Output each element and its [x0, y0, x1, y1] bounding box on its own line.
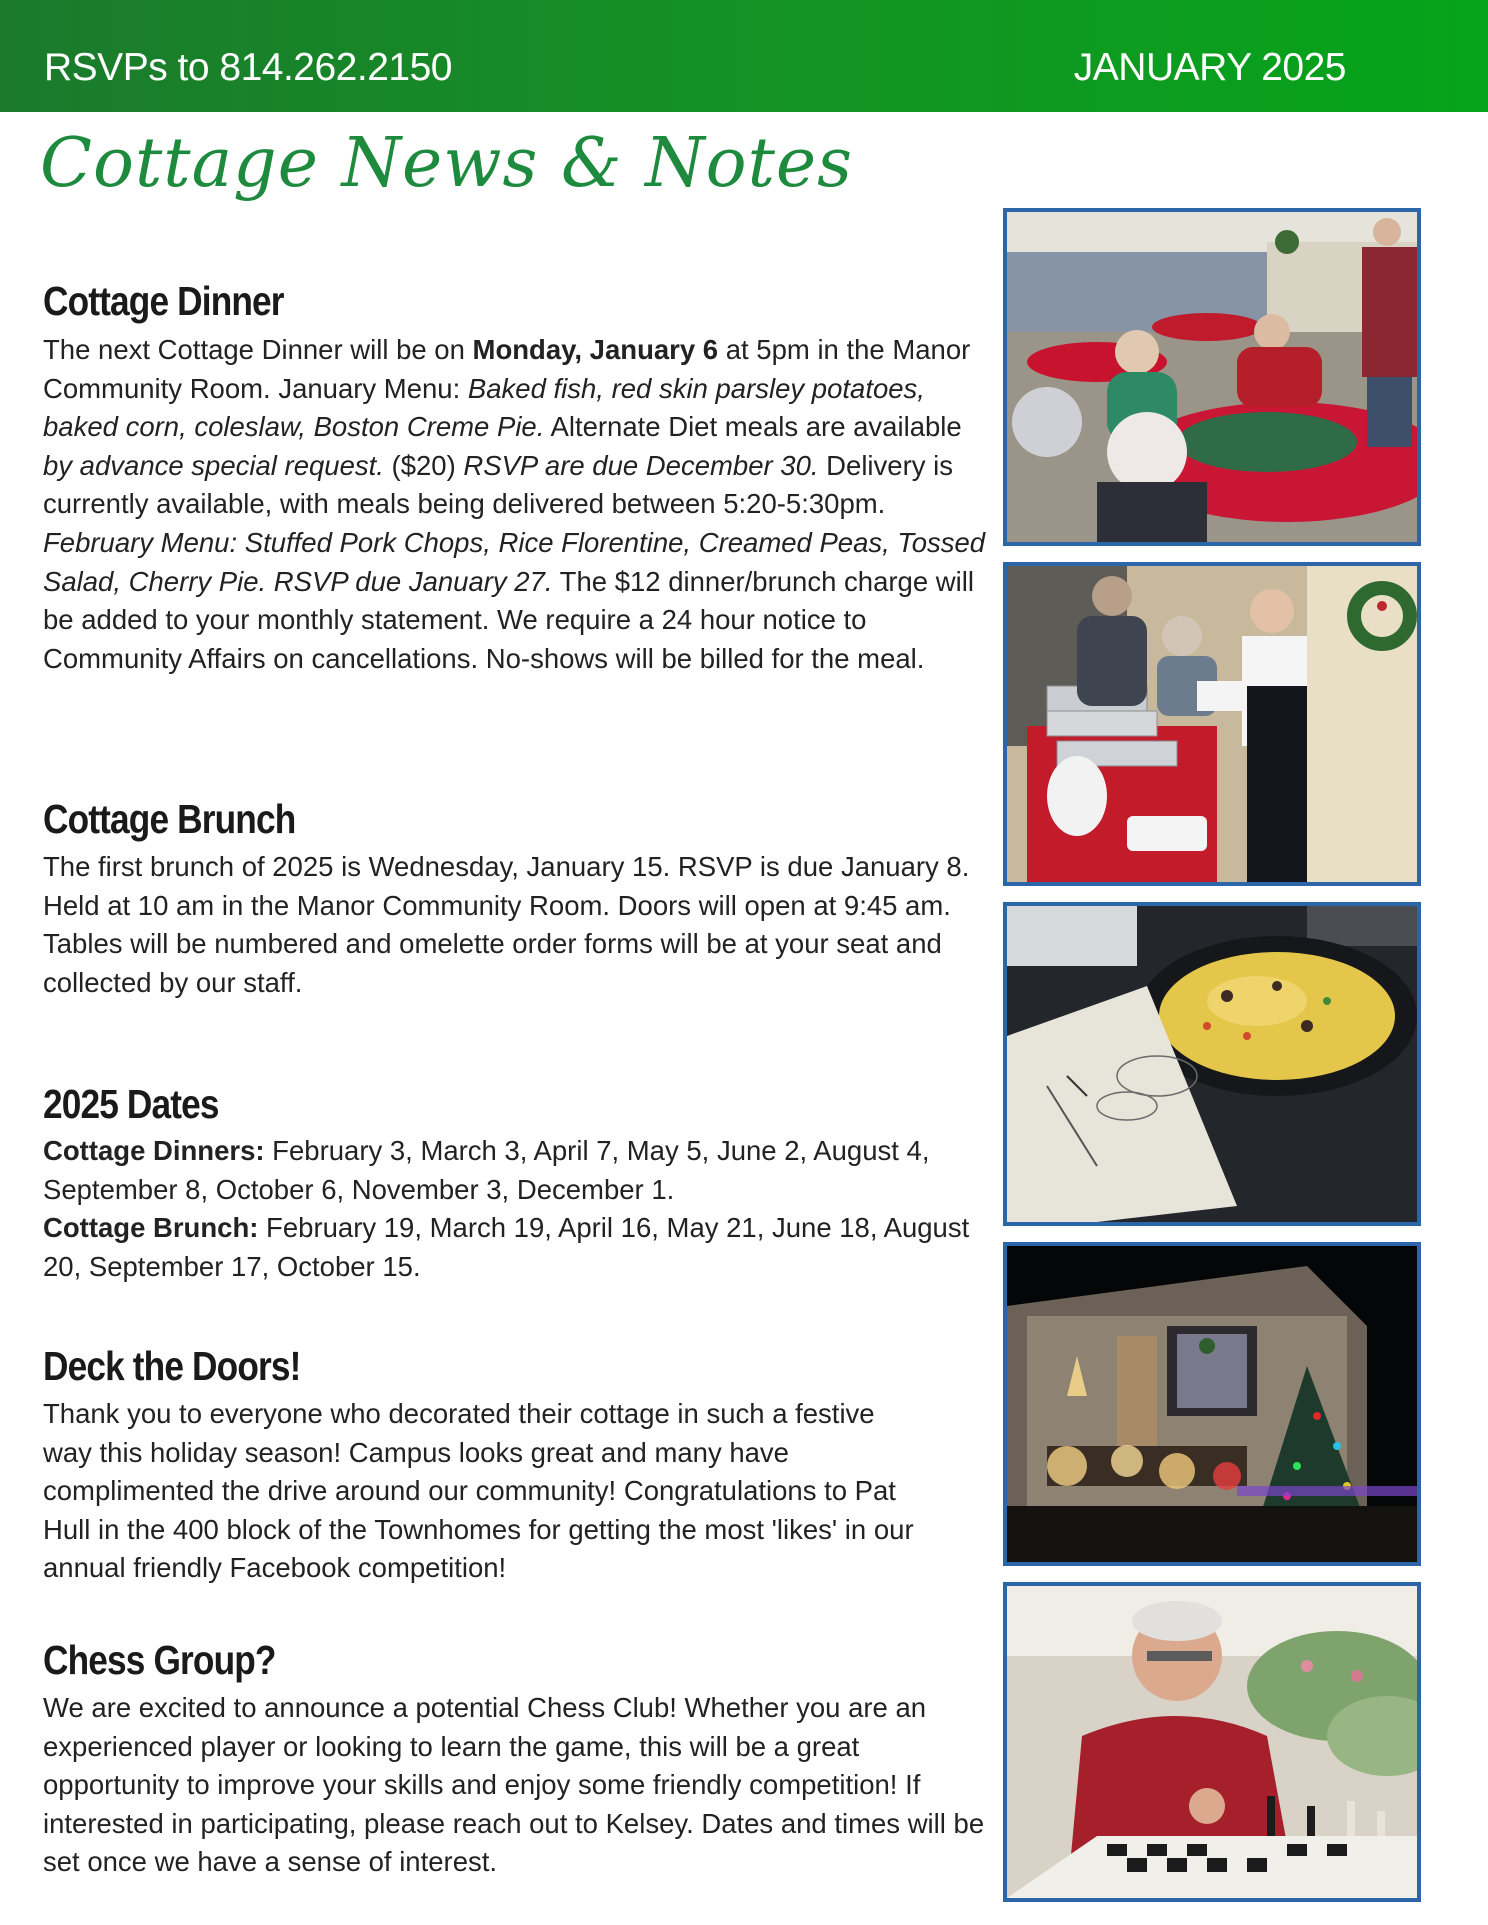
- rsvp-phone: RSVPs to 814.262.2150: [44, 46, 452, 89]
- chess-player-photo: [1003, 1582, 1421, 1902]
- decorated-cottage-photo: [1003, 1242, 1421, 1566]
- header-bar: [0, 0, 1488, 112]
- cottage-dinner-text: The next Cottage Dinner will be on Monday, January 6 at 5pm in the Manor Community Room. January Menu: Baked fish, red skin parsley potatoes, baked corn, coleslaw, Boston Creme Pie. Alternate Diet meals are available by advance special request. ($20) RSVP are due December 30. Delivery is currently available, with meals being delivered between 5:20-5:30pm. February Menu: Stuffed Pork Chops, Rice Florentine, Creamed Peas, Tossed Salad, Cherry Pie. RSVP due January 27. The $12 dinner/brunch charge will be added to your monthly statement. We require a 24 hour notice to Community Affairs on cancellations. No-shows will be billed for the meal.: [43, 334, 986, 674]
- cottage-brunch-heading: Cottage Brunch: [43, 796, 296, 842]
- cottage-dinner-heading: Cottage Dinner: [43, 278, 284, 324]
- dates-heading: 2025 Dates: [43, 1081, 219, 1127]
- buffet-photo: [1003, 562, 1421, 886]
- issue-date: JANUARY 2025: [1073, 46, 1346, 89]
- chess-heading: Chess Group?: [43, 1637, 276, 1683]
- deck-doors-text: Thank you to everyone who decorated their cottage in such a festive way this holiday season! Campus looks great and many have complimented the drive around our community! Congratulations to Pat Hull in the 400 block of the Townhomes for getting the most 'likes' in our annual friendly Facebook competition!: [43, 1398, 914, 1584]
- dinner-room-photo: [1003, 208, 1421, 546]
- omelette-photo: [1003, 902, 1421, 1226]
- chess-player-image: [1007, 1586, 1417, 1898]
- decorated-cottage-image: [1007, 1246, 1417, 1562]
- chess-text: We are excited to announce a potential Chess Club! Whether you are an experienced player or looking to learn the game, this will be a great opportunity to improve your skills and enjoy some friendly competition! If interested in participating, please reach out to Kelsey. Dates and times will be set once we have a sense of interest.: [43, 1692, 985, 1878]
- dates-text: Cottage Dinners: February 3, March 3, April 7, May 5, June 2, August 4, September 8, October 6, November 3, December 1. Cottage Brunch: February 19, March 19, April 16, May 21, June 18, August 20, September 17, October 15.: [43, 1135, 970, 1282]
- omelette-image: [1007, 906, 1417, 1222]
- buffet-image: [1007, 566, 1417, 882]
- dinner-room-image: [1007, 212, 1417, 542]
- deck-doors-heading: Deck the Doors!: [43, 1343, 301, 1389]
- cottage-brunch-text: The first brunch of 2025 is Wednesday, January 15. RSVP is due January 8. Held at 10 am in the Manor Community Room. Doors will open at 9:45 am. Tables will be numbered and omelette order forms will be at your seat and collected by our staff.: [43, 851, 970, 998]
- page-title: Cottage News & Notes: [40, 124, 854, 203]
